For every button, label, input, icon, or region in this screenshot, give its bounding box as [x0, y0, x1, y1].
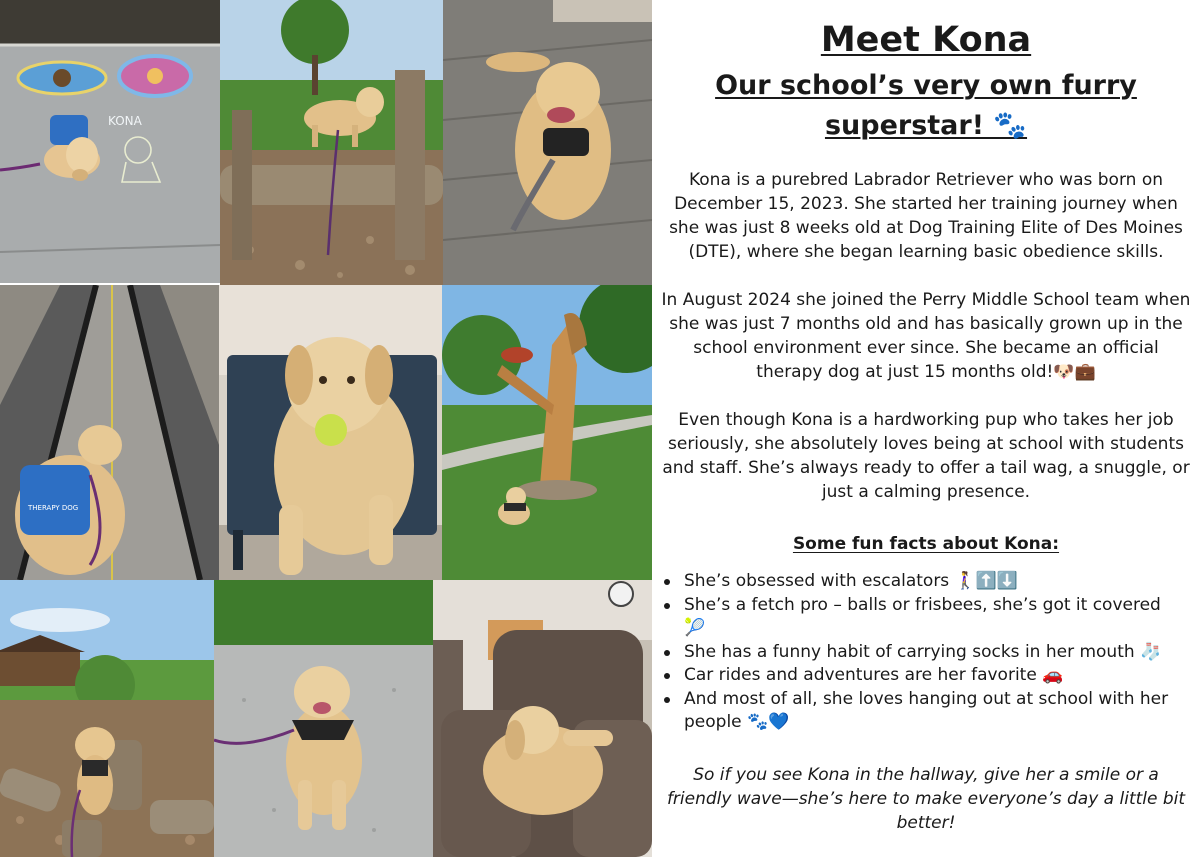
fact-item: She has a funny habit of carrying socks in her mouth 🧦	[662, 641, 1180, 665]
photo-tree-sculpture	[442, 285, 652, 580]
subtitle-line-1: Our school’s very own furry	[715, 70, 1137, 101]
photo-recliner-nap	[433, 580, 652, 857]
photo-park-log	[220, 0, 443, 285]
facts-list	[654, 570, 1198, 735]
fact-item: She’s a fetch pro – balls or frisbees, she’s got it covered 🎾	[662, 594, 1180, 641]
fact-item: And most of all, she loves hanging out at school with her people 🐾💙	[662, 688, 1180, 735]
page-subtitle	[654, 66, 1198, 146]
fact-item: Car rides and adventures are her favorite 🚗	[662, 664, 1180, 688]
personality-paragraph: Even though Kona is a hardworking pup who takes her job seriously, she absolutely loves being at school with students and staff. She’s always ready to offer a tail wag, a snuggle, or just a calming presence.	[662, 410, 1190, 502]
history-paragraph: In August 2024 she joined the Perry Middle School team when she was just 7 months old and has basically grown up in the school environment ever since. She became an official therapy dog at just 15 months old!🐶💼	[661, 290, 1191, 382]
photo-deck-harness	[443, 0, 652, 285]
fact-item: She’s obsessed with escalators 🚶‍♀️⬆️⬇️	[662, 570, 1180, 594]
photo-playground-stumps	[0, 580, 214, 857]
chalk-text: KONA	[108, 114, 142, 128]
subtitle-line-2: superstar! 🐾	[824, 110, 1028, 141]
intro-paragraph: Kona is a purebred Labrador Retriever who was born on December 15, 2023. She started her training journey when she was just 8 weeks old at Dog Training Elite of Des Moines (DTE), where she began learning basic obedience skills.	[669, 170, 1183, 262]
vest-text: THERAPY DOG	[28, 504, 79, 512]
page-title: Meet Kona	[820, 20, 1032, 60]
facts-heading: Some fun facts about Kona:	[792, 534, 1060, 554]
closing-paragraph: So if you see Kona in the hallway, give her a smile or a friendly wave—she’s here to make everyone’s day a little bit better!	[666, 764, 1186, 833]
photo-escalator	[0, 285, 219, 580]
photo-ball-cot	[219, 285, 442, 580]
flyer-text-panel	[652, 0, 1200, 857]
photo-chalk-sidewalk	[0, 0, 220, 283]
photo-pavement-sit	[214, 580, 433, 857]
